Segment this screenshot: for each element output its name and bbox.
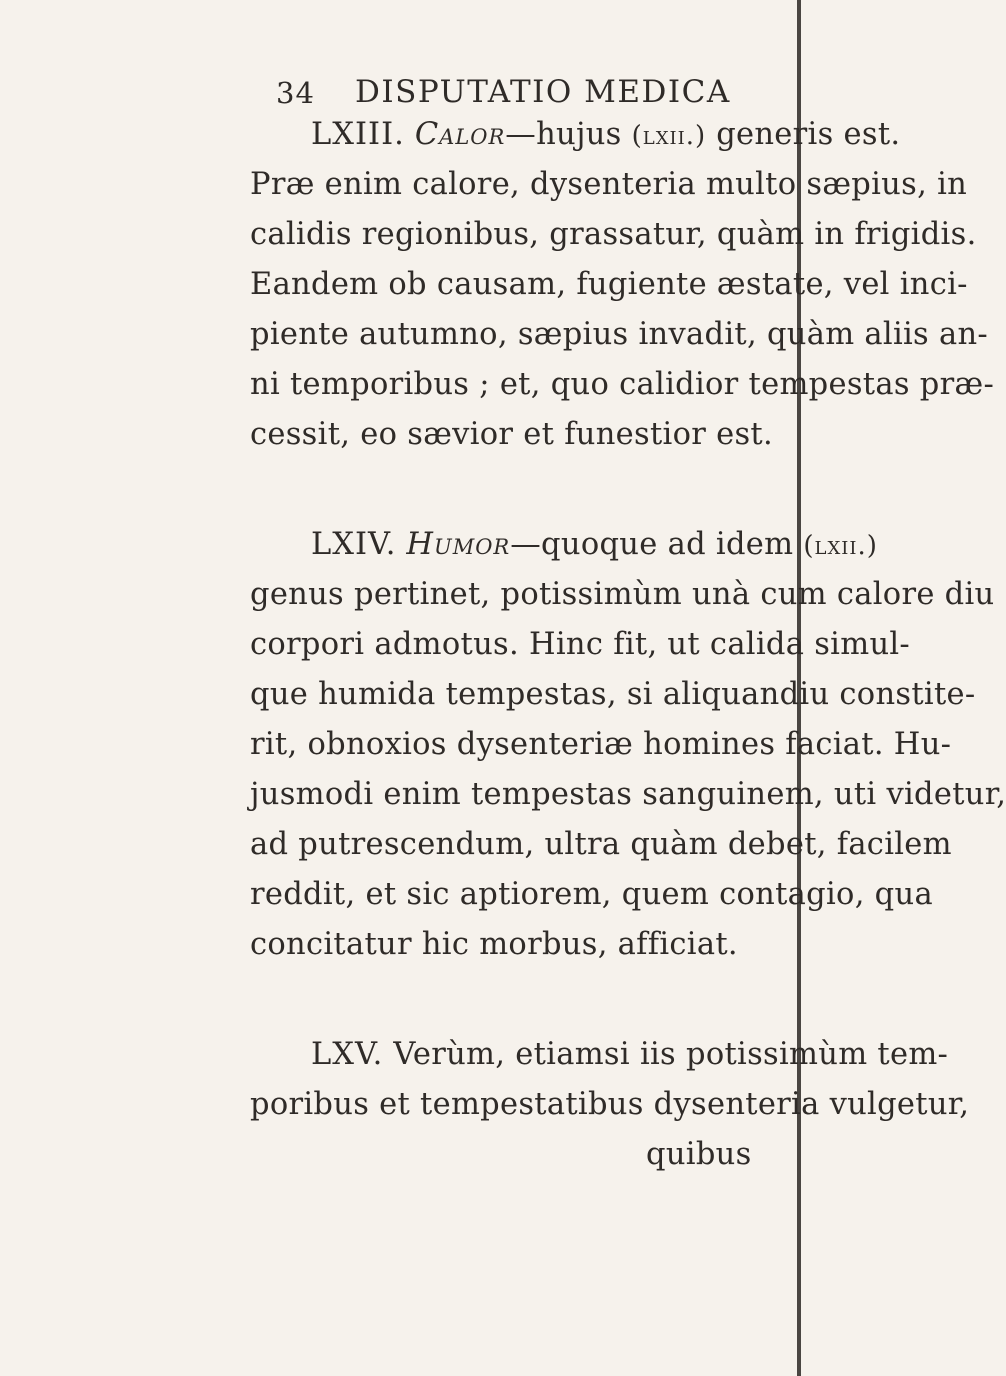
- page-number: 34: [276, 76, 315, 110]
- paragraph-number: LXV.: [311, 1037, 384, 1072]
- paragraph-number: LXIII.: [311, 117, 405, 152]
- text-line: Eandem ob causam, fugiente æstate, vel inci-: [250, 267, 968, 302]
- paragraph-lxiv-first-line: LXIV. Humor—quoque ad idem (lxii.): [311, 527, 878, 562]
- text-line: piente autumno, sæpius invadit, quàm aliis an-: [250, 317, 989, 352]
- text-line: quoque ad idem: [541, 527, 794, 562]
- paragraph-lxv-first-line: [0, 1030, 949, 1080]
- text-line: generis est.: [716, 117, 901, 152]
- text-line: Præ enim calore, dysenteria multo sæpius, in: [250, 167, 968, 202]
- text-line: calidis regionibus, grassatur, quàm in frigidis.: [250, 217, 977, 252]
- cross-reference: (lxii.): [631, 121, 707, 151]
- text-line: que humida tempestas, si aliquandiu constite-: [250, 677, 976, 712]
- paragraph-keyword: Humor: [406, 527, 511, 562]
- catchword: quibus: [646, 1137, 752, 1172]
- running-head: [0, 70, 801, 114]
- text-line: poribus et tempestatibus dysenteria vulgetur,: [250, 1087, 970, 1122]
- text-line: ni temporibus ; et, quo calidior tempestas præ-: [250, 367, 995, 402]
- paragraph-lxiii-first-line: LXIII. Calor—hujus (lxii.) generis est.: [311, 117, 901, 152]
- text-line: corpori admotus. Hinc fit, ut calida simul-: [250, 627, 911, 662]
- text-line: genus pertinet, potissimùm unà cum calore diu: [250, 577, 995, 612]
- text-line: rit, obnoxios dysenteriæ homines faciat. Hu-: [250, 727, 952, 762]
- text-line: ad putrescendum, ultra quàm debet, facilem: [250, 827, 952, 862]
- paragraph-number: LXIV.: [311, 527, 397, 562]
- text-line: Verùm, etiamsi iis potissimùm tem-: [393, 1037, 949, 1072]
- text-line: reddit, et sic aptiorem, quem contagio, qua: [250, 877, 933, 912]
- text-line: jusmodi enim tempestas sanguinem, uti videtur,: [250, 777, 1006, 812]
- catchword-line: [0, 1130, 801, 1180]
- text-line: concitatur hic morbus, afficiat.: [250, 927, 738, 962]
- text-line: cessit, eo sævior et funestior est.: [250, 417, 773, 452]
- paragraph-keyword: Calor: [414, 117, 506, 152]
- cross-reference: (lxii.): [803, 531, 878, 561]
- running-title: DISPUTATIO MEDICA: [355, 74, 731, 110]
